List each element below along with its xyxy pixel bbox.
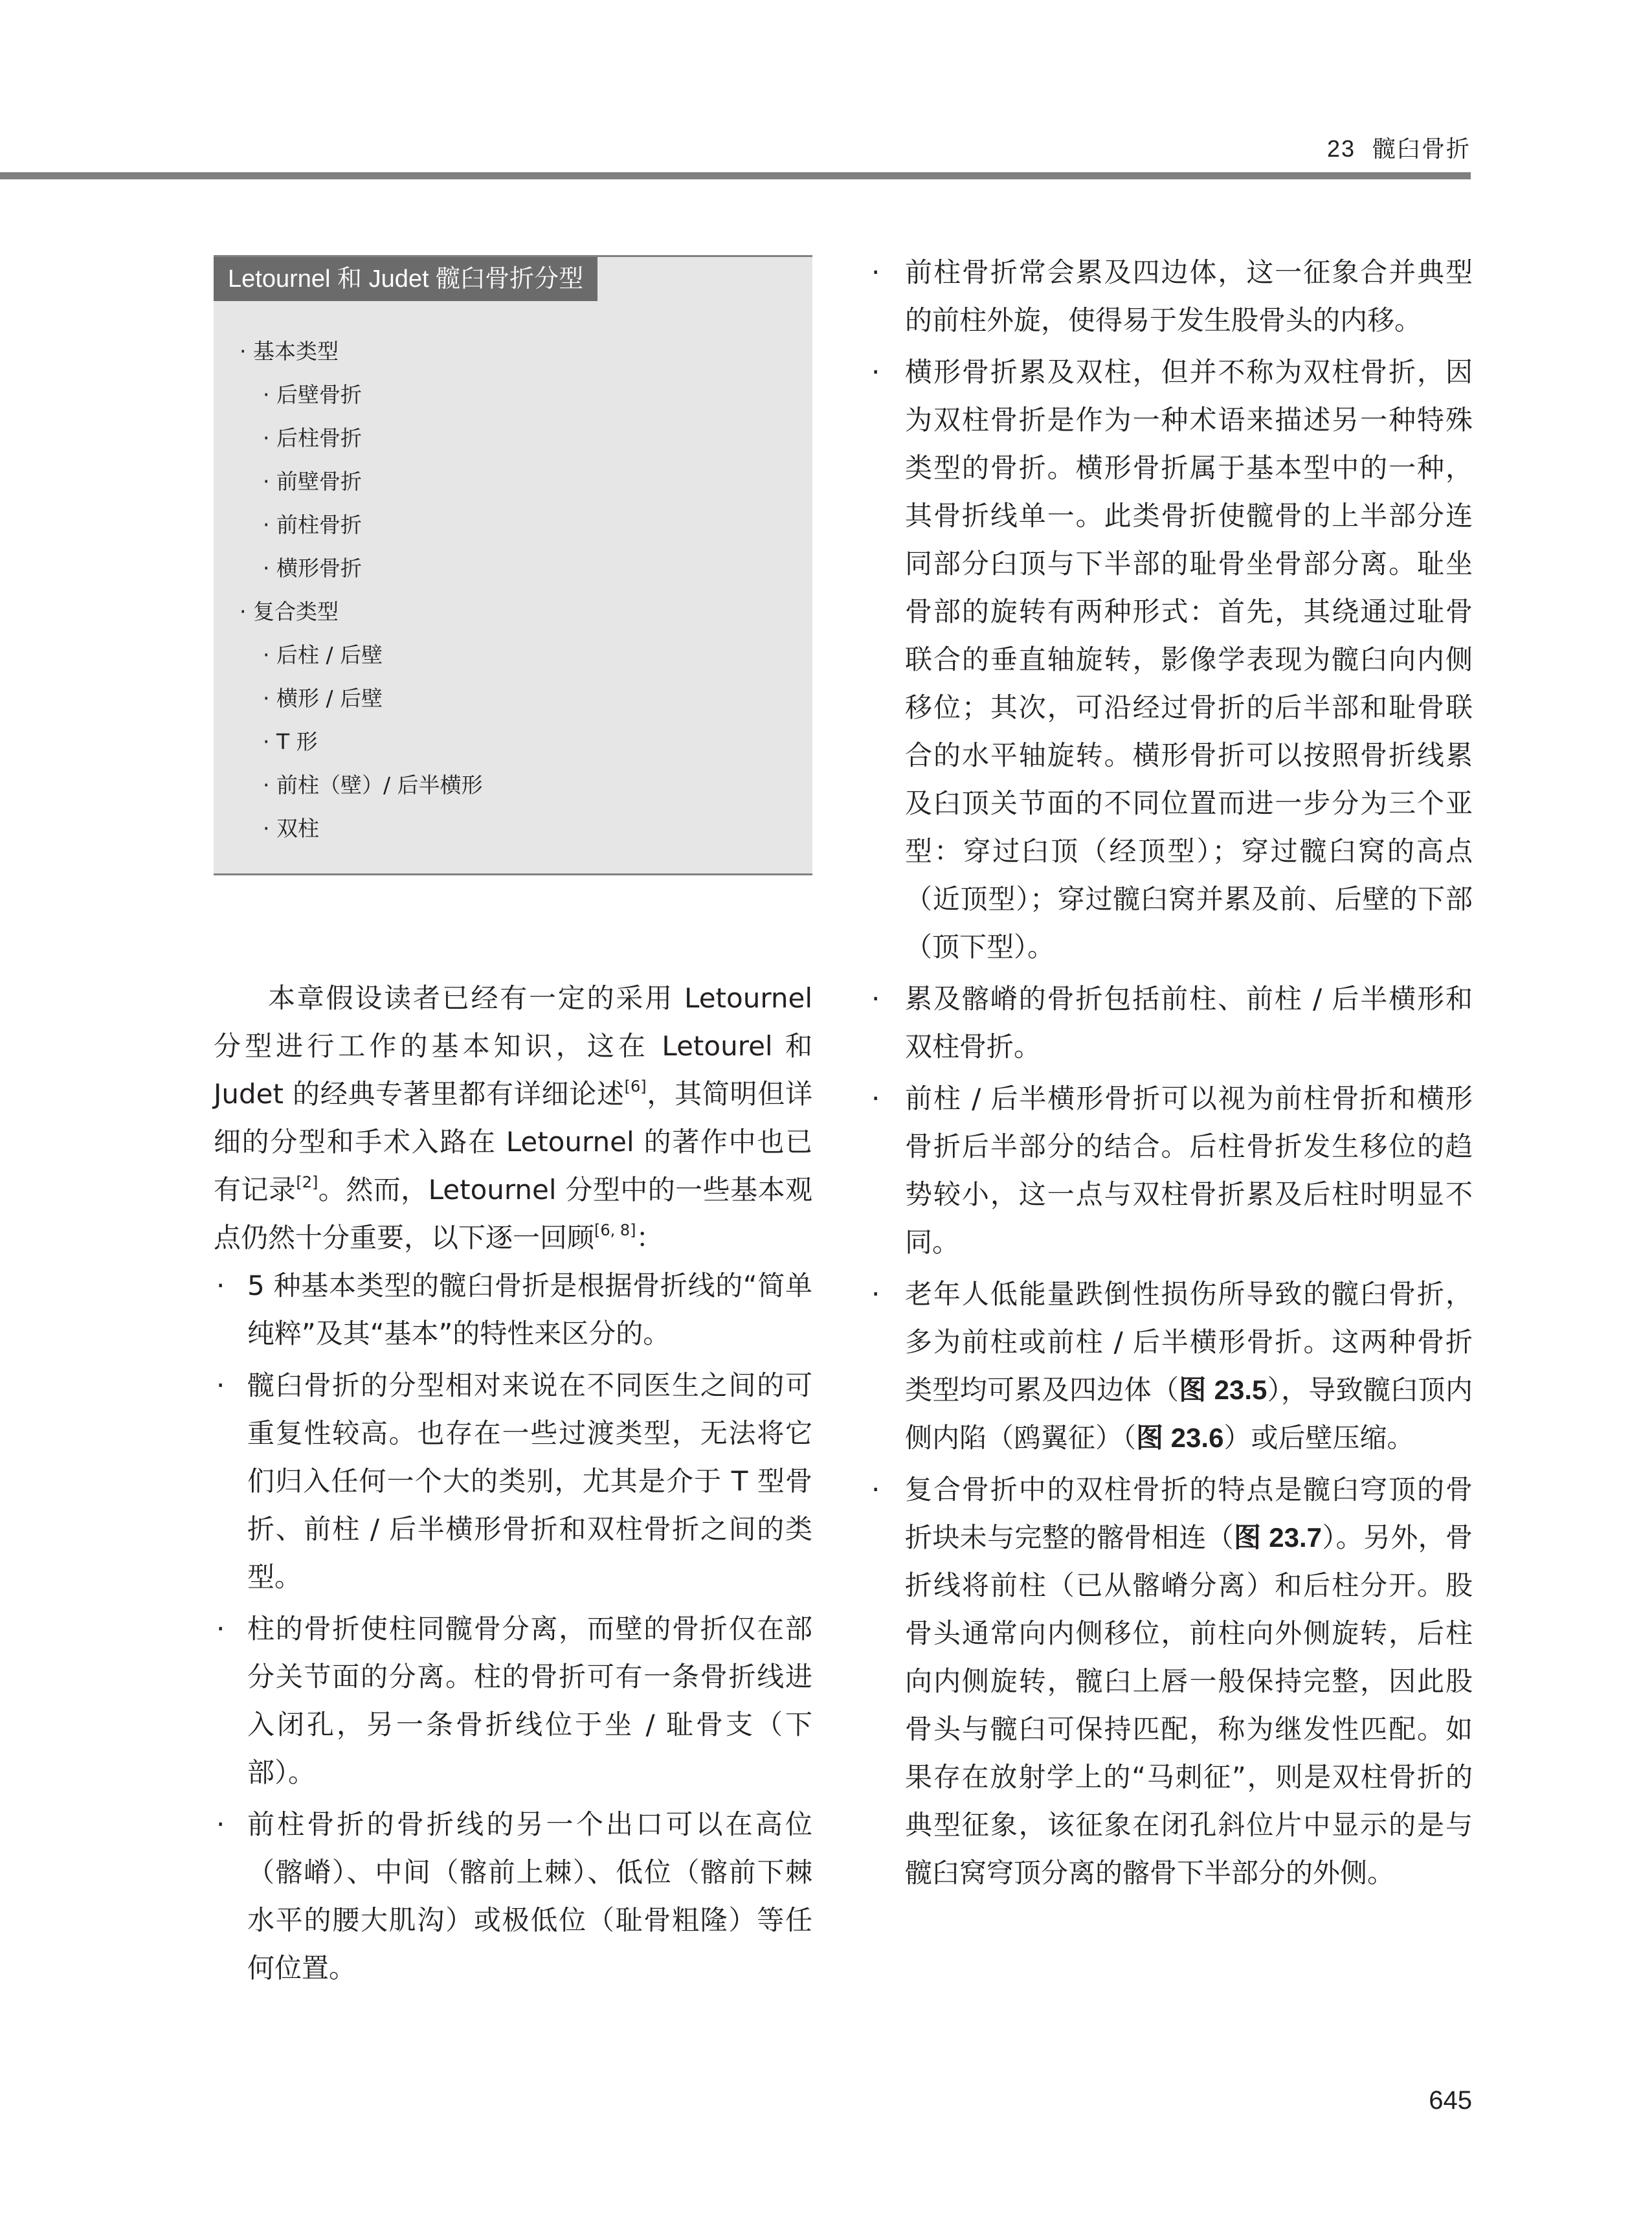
bullet-item: · 横形骨折累及双柱，但并不称为双柱骨折，因为双柱骨折是作为一种术语来描述另一种特殊类型的骨折。横形骨折属于基本型中的一种，其骨折线单一。此类骨折使髋骨的上半部分连同部分臼顶与下半部的耻骨坐骨部分离。耻坐骨部的旋转有两种形式：首先，其绕通过耻骨联合的垂直轴旋转，影像学表现为髋臼向内侧移位；其次，可沿经过骨折的后半部和耻骨联合的水平轴旋转。横形骨折可以按照骨折线累及臼顶关节面的不同位置而进一步分为三个亚型：穿过臼顶（经顶型）；穿过髋臼窝的高点（近顶型）；穿过髋臼窝并累及前、后壁的下部（顶下型）。: [874, 348, 1473, 971]
list-item: · T 形: [263, 729, 318, 754]
figure-reference[interactable]: 图 23.5: [1179, 1375, 1267, 1405]
bullet-item: · 髋臼骨折的分型相对来说在不同医生之间的可重复性较高。也存在一些过渡类型，无法将它们归入任何一个大的类别，尤其是介于 T 型骨折、前柱 / 后半横形骨折和双柱骨折之间的类型。: [214, 1362, 812, 1601]
bullet-item: · 前柱骨折的骨折线的另一个出口可以在高位（髂嵴）、中间（髂前上棘）、低位（髂前下棘水平的腰大肌沟）或极低位（耻骨粗隆）等任何位置。: [214, 1801, 812, 1992]
left-column: [214, 974, 812, 1996]
page-number: 645: [1429, 2086, 1472, 2115]
bullet-item: [874, 1466, 1473, 1897]
bullet-item: · 累及髂嵴的骨折包括前柱、前柱 / 后半横形和双柱骨折。: [874, 975, 1473, 1071]
figure-reference[interactable]: 图 23.7: [1233, 1522, 1323, 1553]
chapter-number: 23: [1326, 135, 1356, 162]
list-item: · 双柱: [263, 816, 319, 841]
list-item: · 后柱 / 后壁: [263, 642, 383, 668]
bullet-item: · 柱的骨折使柱同髋骨分离，而壁的骨折仅在部分关节面的分离。柱的骨折可有一条骨折线进入闭孔，另一条骨折线位于坐 / 耻骨支（下部）。: [214, 1605, 812, 1797]
list-item: · 后柱骨折: [263, 425, 362, 451]
list-item: · 后壁骨折: [263, 382, 362, 407]
list-item: · 前壁骨折: [263, 469, 362, 494]
bullet-text: 老年人低能量跌倒性损伤所导致的髋臼骨折，多为前柱或前柱 / 后半横形骨折。这两种骨折类型均可累及四边体（: [905, 1278, 1473, 1406]
list-item: · 横形骨折: [263, 556, 362, 581]
classification-list: [240, 330, 483, 850]
bullet-item: · 5 种基本类型的髋臼骨折是根据骨折线的“简单纯粹”及其“基本”的特性来区分的。: [214, 1262, 812, 1358]
intro-text-3: 。然而，Letournel 分型中的一些基本观点仍然十分重要，以下逐一回顾: [214, 1174, 812, 1254]
citation-6-8: [6, 8]: [594, 1221, 636, 1239]
header-rule: [0, 172, 1471, 179]
bullet-text: ）或后壁压缩。: [1223, 1422, 1414, 1454]
citation-6: [6]: [624, 1077, 647, 1096]
list-item: · 横形 / 后壁: [263, 686, 383, 711]
running-header: [1327, 131, 1471, 164]
classification-box: [214, 255, 812, 875]
list-item: · 前柱（壁）/ 后半横形: [263, 772, 483, 798]
right-column: [874, 249, 1473, 1901]
list-item: · 基本类型: [240, 339, 339, 364]
bullet-text: ），导致髋臼顶内侧内陷（鸥翼征）（: [905, 1374, 1473, 1454]
bullet-item: · 前柱骨折常会累及四边体，这一征象合并典型的前柱外旋，使得易于发生股骨头的内移。: [874, 249, 1473, 344]
bullet-item: [874, 1270, 1473, 1462]
citation-2: [2]: [296, 1173, 318, 1191]
chapter-title: 髋臼骨折: [1372, 135, 1471, 162]
classification-box-title: Letournel 和 Judet 髋臼骨折分型: [214, 257, 597, 301]
intro-text-1: 本章假设读者已经有一定的采用 Letournel 分型进行工作的基本知识，这在 Letourel 和 Judet 的经典专著里都有详细论述: [214, 982, 812, 1110]
list-item: · 复合类型: [240, 599, 339, 624]
bullet-item: · 前柱 / 后半横形骨折可以视为前柱骨折和横形骨折后半部分的结合。后柱骨折发生移位的趋势较小，这一点与双柱骨折累及后柱时明显不同。: [874, 1075, 1473, 1266]
figure-reference[interactable]: 图 23.6: [1136, 1422, 1224, 1453]
intro-paragraph: [214, 974, 812, 1262]
intro-text-4: ：: [636, 1222, 664, 1254]
list-item: · 前柱骨折: [263, 512, 362, 537]
intro-text-2: ，其简明但详细的分型和手术入路在 Letournel 的著作中也已有记录: [214, 1078, 812, 1206]
bullet-text: 复合骨折中的双柱骨折的特点是髋臼穹顶的骨折块未与完整的髂骨相连（: [905, 1474, 1473, 1553]
bullet-text: ）。另外，骨折线将前柱（已从髂嵴分离）和后柱分开。股骨头通常向内侧移位，前柱向外侧旋转，后柱向内侧旋转，髋臼上唇一般保持完整，因此股骨头与髋臼可保持匹配，称为继发性匹配。如果存在放射学上的“马刺征”，则是双柱骨折的典型征象，该征象在闭孔斜位片中显示的是与髋臼窝穹顶分离的髂骨下半部分的外侧。: [905, 1522, 1473, 1889]
